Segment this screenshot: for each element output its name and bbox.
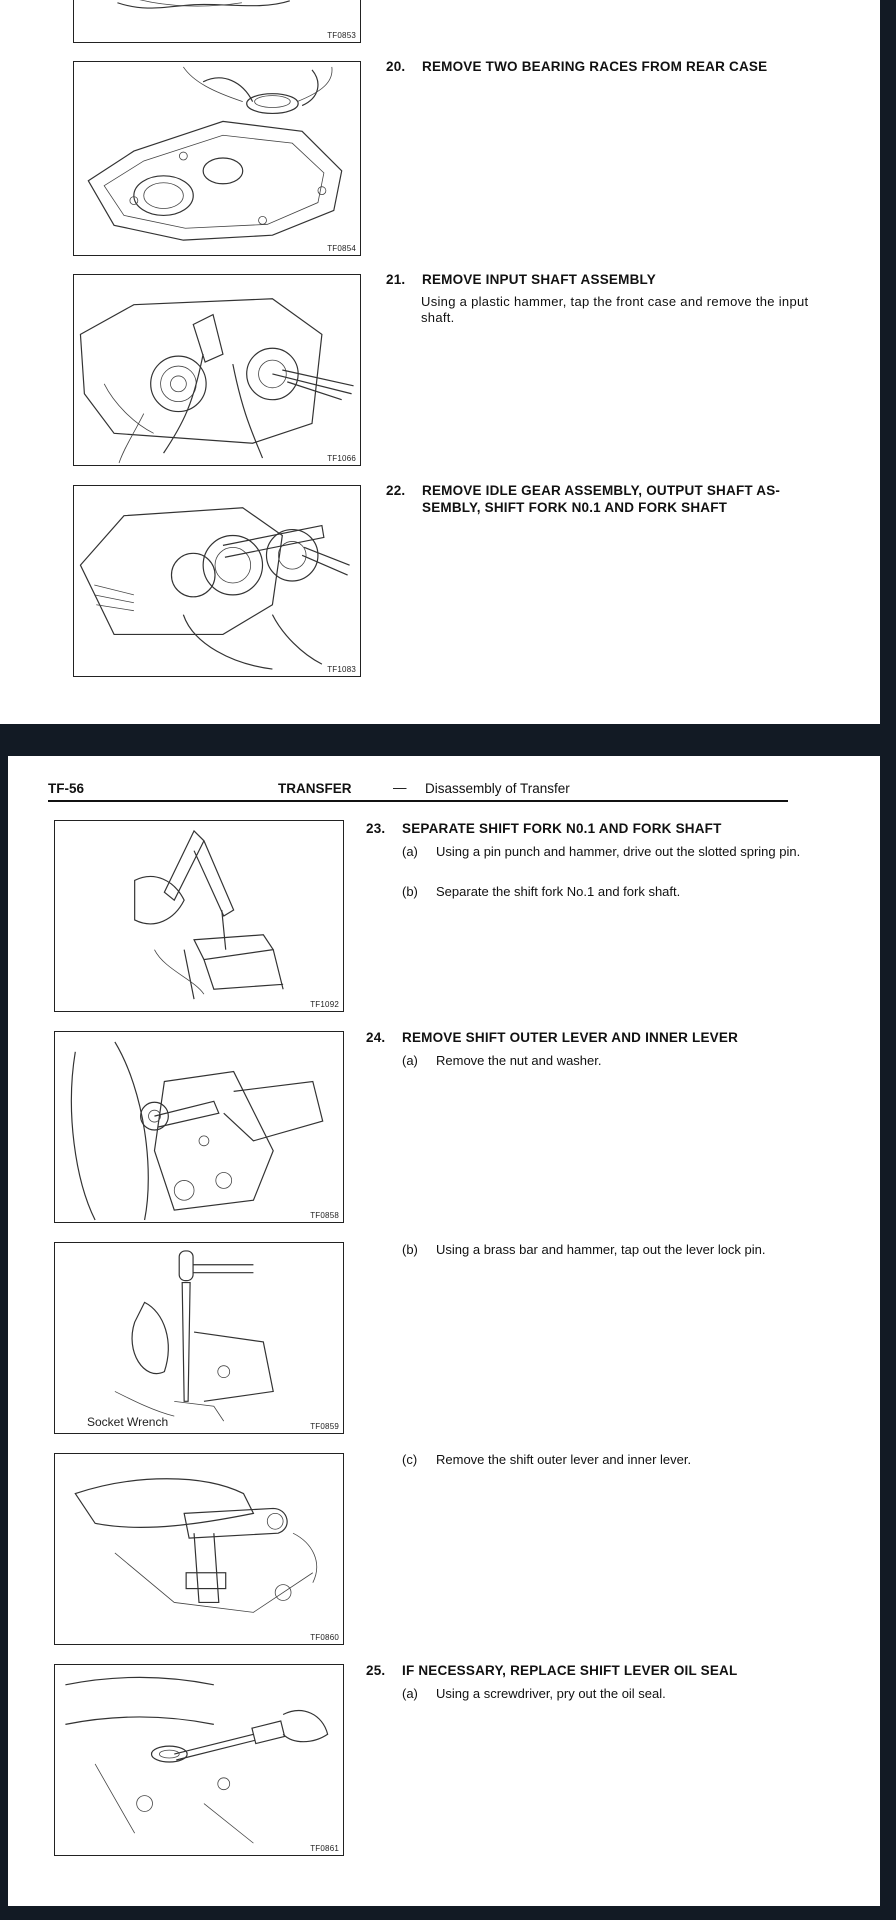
step-25	[366, 1662, 846, 1679]
sub-text: Using a pin punch and hammer, drive out the slotted spring pin.	[436, 844, 801, 859]
sub-text: Using a screwdriver, pry out the oil seal.	[436, 1686, 666, 1701]
manual-page-1	[0, 0, 880, 724]
step-20	[386, 58, 856, 75]
outer-lever-drawing	[55, 1454, 343, 1644]
page-number: TF-56	[48, 781, 85, 796]
figure-nut-washer	[54, 1031, 344, 1223]
pin-punch-drawing	[55, 821, 343, 1011]
figure-bearing-races	[73, 61, 361, 256]
figure-code: TF0854	[327, 244, 356, 253]
step-title: SEPARATE SHIFT FORK N0.1 AND FORK SHAFT	[402, 821, 722, 836]
figure-code: TF1066	[327, 454, 356, 463]
figure-code: TF0853	[327, 31, 356, 40]
figure-rear-case-partial	[73, 0, 361, 43]
step-number: 20.	[386, 59, 406, 74]
step-24-c	[402, 1452, 812, 1468]
page-header	[48, 778, 788, 802]
step-25-a	[402, 1686, 812, 1702]
step-number: 25.	[366, 1663, 386, 1678]
figure-code: TF1092	[310, 1000, 339, 1009]
sub-text: Remove the nut and washer.	[436, 1053, 602, 1068]
step-23-b	[402, 884, 812, 900]
figure-pin-punch	[54, 820, 344, 1012]
step-23	[366, 820, 846, 837]
step-21-text: Using a plastic hammer, tap the front case and remove the input shaft.	[421, 294, 809, 325]
oil-seal-drawing	[55, 1665, 343, 1855]
figure-code: TF0861	[310, 1844, 339, 1853]
sub-text: Using a brass bar and hammer, tap out the lever lock pin.	[436, 1242, 766, 1257]
input-shaft-drawing	[74, 275, 360, 465]
brass-bar-drawing	[55, 1243, 343, 1433]
figure-input-shaft	[73, 274, 361, 466]
step-number: 23.	[366, 821, 386, 836]
step-24-a	[402, 1053, 812, 1069]
figure-oil-seal	[54, 1664, 344, 1856]
step-title-line2: SEMBLY, SHIFT FORK N0.1 AND FORK SHAFT	[422, 500, 728, 515]
step-23-a	[402, 844, 812, 860]
nut-washer-drawing	[55, 1032, 343, 1222]
subsection-title: Disassembly of Transfer	[425, 781, 570, 796]
figure-outer-lever	[54, 1453, 344, 1645]
section-title: TRANSFER	[278, 781, 352, 796]
idle-gear-drawing	[74, 486, 360, 676]
sub-letter: (a)	[402, 844, 418, 859]
sub-letter: (c)	[402, 1452, 418, 1467]
header-dash: —	[393, 780, 407, 795]
step-title: REMOVE TWO BEARING RACES FROM REAR CASE	[422, 59, 768, 74]
sub-letter: (a)	[402, 1053, 418, 1068]
figure-brass-bar	[54, 1242, 344, 1434]
step-number: 22.	[386, 483, 406, 498]
step-number: 24.	[366, 1030, 386, 1045]
step-24-b	[402, 1242, 812, 1258]
step-21	[386, 271, 856, 288]
figure-code: TF1083	[327, 665, 356, 674]
figure-code: TF0859	[310, 1422, 339, 1431]
rear-case-partial-drawing	[74, 0, 360, 42]
step-title: IF NECESSARY, REPLACE SHIFT LEVER OIL SEAL	[402, 1663, 738, 1678]
figure-code: TF0858	[310, 1211, 339, 1220]
bearing-races-drawing	[74, 62, 360, 255]
step-24	[366, 1029, 846, 1046]
sub-letter: (b)	[402, 884, 418, 899]
step-22	[386, 482, 856, 516]
figure-code: TF0860	[310, 1633, 339, 1642]
figure-label-socket-wrench: Socket Wrench	[87, 1415, 169, 1429]
step-number: 21.	[386, 272, 406, 287]
figure-idle-gear	[73, 485, 361, 677]
sub-letter: (a)	[402, 1686, 418, 1701]
step-title: REMOVE SHIFT OUTER LEVER AND INNER LEVER	[402, 1030, 739, 1045]
sub-text: Separate the shift fork No.1 and fork shaft.	[436, 884, 681, 899]
sub-letter: (b)	[402, 1242, 418, 1257]
sub-text: Remove the shift outer lever and inner lever.	[436, 1452, 692, 1467]
step-title: REMOVE INPUT SHAFT ASSEMBLY	[422, 272, 656, 287]
step-title-line1: REMOVE IDLE GEAR ASSEMBLY, OUTPUT SHAFT AS-	[422, 483, 781, 498]
manual-page-2	[8, 756, 880, 1906]
